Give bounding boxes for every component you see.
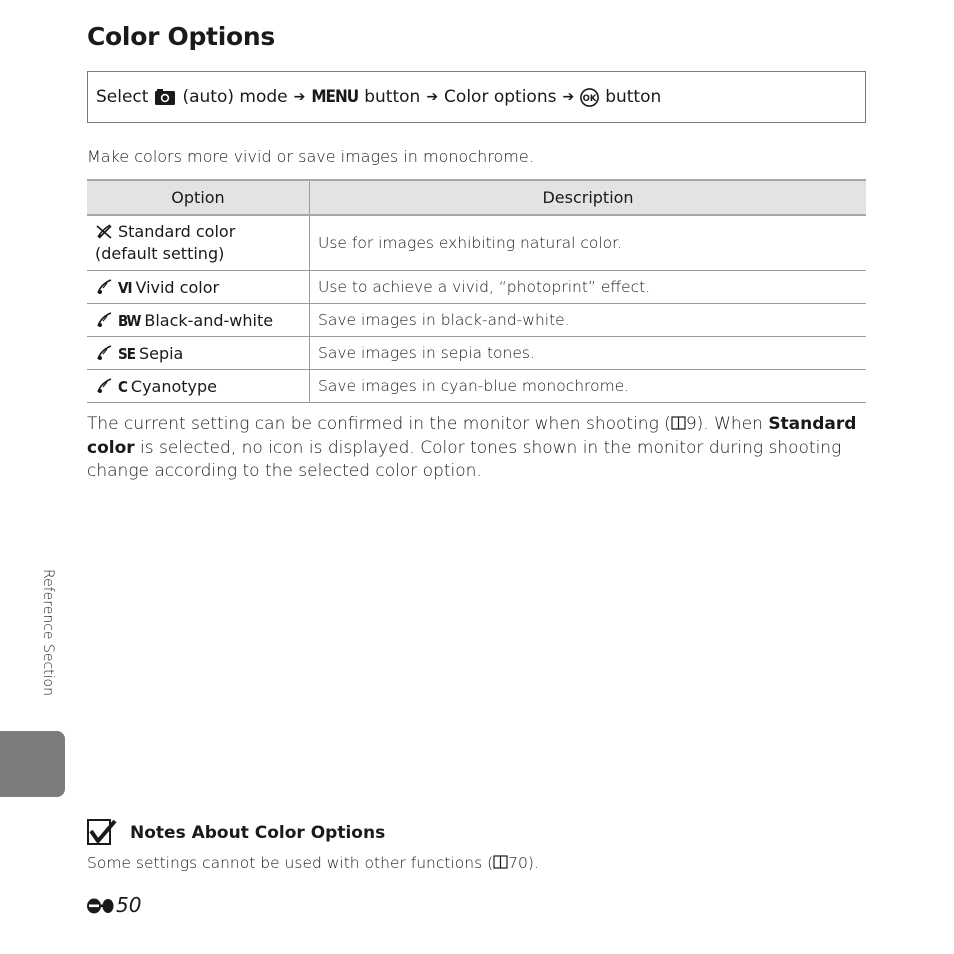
- bold-term: Standard color: [87, 414, 857, 458]
- section-side-label: Reference Section: [40, 569, 56, 696]
- table-row: [87, 370, 866, 403]
- navigation-path-box: [87, 71, 866, 123]
- notes-text: ).: [527, 854, 539, 872]
- color-options-table: [87, 179, 866, 403]
- color-brush-icon: [95, 344, 115, 362]
- nav-ok-button-text: button: [605, 87, 662, 107]
- option-label: Standard color: [118, 222, 236, 241]
- option-cell: [87, 215, 310, 271]
- page-reference[interactable]: 9: [685, 414, 697, 434]
- reference-e-icon: [86, 894, 114, 916]
- nav-select-text: Select: [96, 87, 149, 107]
- option-cell: [87, 370, 310, 403]
- camera-icon: [154, 88, 176, 106]
- svg-text:OK: OK: [582, 93, 597, 104]
- page-title: Color Options: [87, 22, 275, 51]
- table-row: [87, 271, 866, 304]
- option-label: Cyanotype: [130, 376, 218, 396]
- option-label: Vivid color: [135, 277, 220, 297]
- option-label: Black-and-white: [144, 310, 274, 330]
- paragraph-text: ). When: [696, 414, 769, 434]
- header-option: Option: [87, 180, 310, 215]
- color-brush-icon: [95, 278, 115, 296]
- section-tab: [0, 731, 65, 797]
- nav-auto-mode-text: (auto) mode: [182, 87, 288, 107]
- page-number: [86, 893, 141, 917]
- paragraph-text: The current setting can be confirmed in the monitor when shooting (: [87, 414, 671, 434]
- option-cell: [87, 271, 310, 304]
- header-description: Description: [310, 180, 867, 215]
- checkmark-icon: [87, 819, 117, 847]
- table-row: [87, 215, 866, 271]
- current-setting-paragraph: [87, 413, 872, 484]
- ok-icon: [580, 88, 599, 107]
- intro-text: Make colors more vivid or save images in monochrome.: [87, 147, 534, 166]
- mode-tag: VI: [118, 278, 132, 297]
- option-label: Sepia: [138, 343, 184, 363]
- option-label-note: (default setting): [95, 244, 225, 263]
- option-cell: [87, 337, 310, 370]
- arrow-right-icon: ➔: [426, 89, 439, 105]
- description-cell: Save images in sepia tones.: [310, 337, 867, 370]
- book-reference-icon: [493, 855, 508, 869]
- mode-tag: SE: [118, 344, 135, 363]
- color-brush-icon: [95, 377, 115, 395]
- notes-text: Some settings cannot be used with other functions (: [87, 854, 494, 872]
- table-row: [87, 337, 866, 370]
- description-cell: Save images in black-and-white.: [310, 304, 867, 337]
- paragraph-text: is selected, no icon is displayed. Color tones shown in the monitor during shooting change according to the selected color option.: [87, 437, 842, 481]
- notes-heading: [87, 819, 385, 847]
- description-cell: Use for images exhibiting natural color.: [310, 215, 867, 271]
- page-number-text: 50: [116, 893, 142, 917]
- table-row: [87, 304, 866, 337]
- description-cell: Save images in cyan-blue monochrome.: [310, 370, 867, 403]
- notes-body: [87, 854, 539, 872]
- page-reference[interactable]: 70: [508, 854, 528, 872]
- nav-color-options-text: Color options: [444, 87, 557, 107]
- mode-tag: C: [118, 377, 127, 396]
- mode-tag: BW: [118, 311, 141, 330]
- notes-title: Notes About Color Options: [130, 823, 386, 843]
- arrow-right-icon: ➔: [293, 89, 306, 105]
- description-cell: Use to achieve a vivid, “photoprint” effect.: [310, 271, 867, 304]
- option-cell: [87, 304, 310, 337]
- color-brush-icon: [95, 311, 115, 329]
- book-reference-icon: [671, 416, 686, 430]
- arrow-right-icon: ➔: [562, 89, 575, 105]
- menu-icon: MENU: [311, 87, 359, 107]
- standard-color-icon: [95, 222, 115, 240]
- nav-button-text: button: [364, 87, 421, 107]
